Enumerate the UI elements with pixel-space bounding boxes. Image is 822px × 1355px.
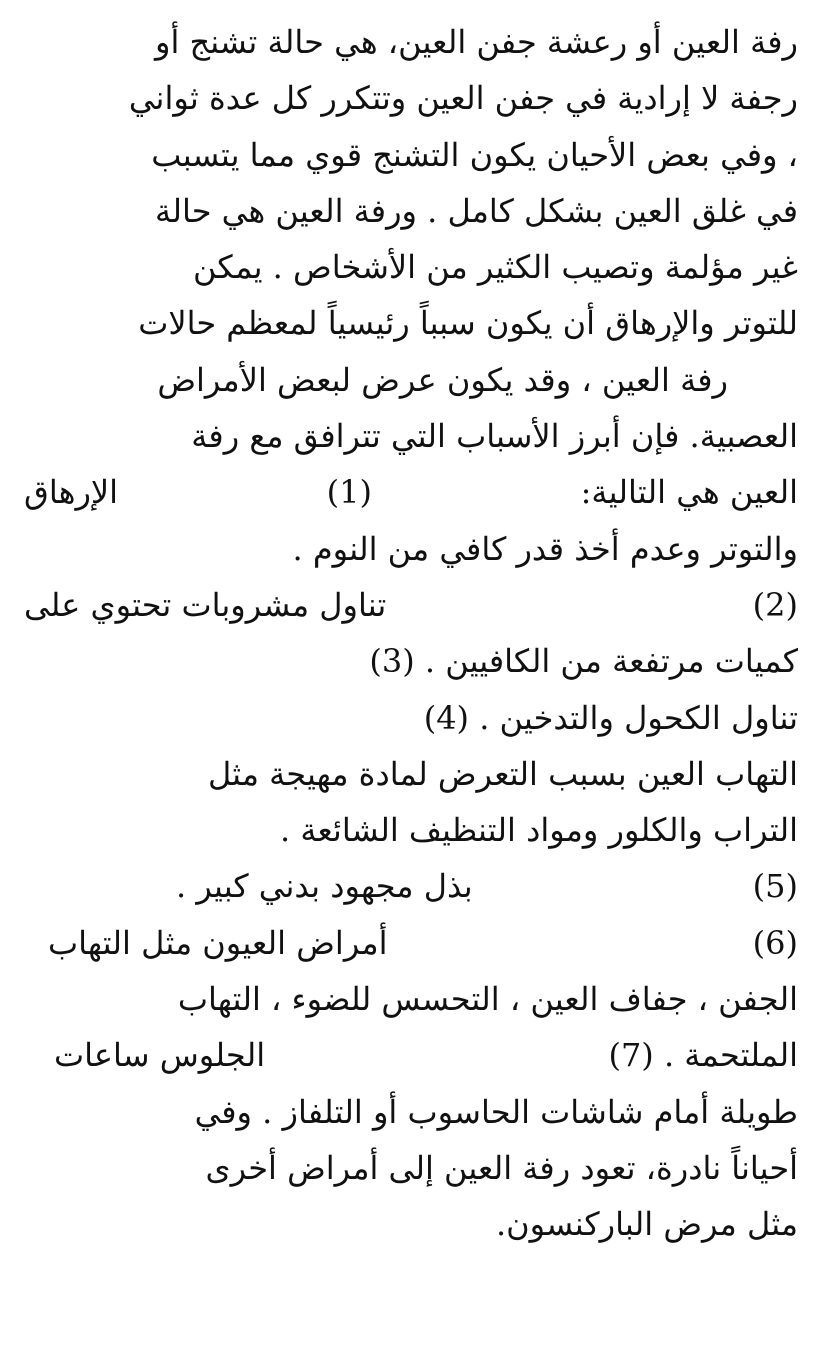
text-line (24, 971, 798, 1027)
text-segment: رجفة لا إرادية في جفن العين وتتكرر كل عدة ثواني (128, 79, 798, 118)
text-segment: العين هي التالية: (580, 473, 798, 512)
text-line (24, 14, 798, 70)
text-segment: تناول الكحول والتدخين . (4) (423, 698, 798, 737)
text-segment: التهاب العين بسبب التعرض لمادة مهيجة مثل (207, 754, 798, 793)
text-segment: مثل مرض الباركنسون. (496, 1205, 798, 1244)
text-line (24, 521, 798, 577)
text-segment: للتوتر والإرهاق أن يكون سبباً رئيسياً لمعظم حالات (138, 304, 798, 343)
text-segment: غير مؤلمة وتصيب الكثير من الأشخاص . يمكن (193, 248, 798, 287)
list-number: (6) (752, 923, 798, 962)
text-segment: التراب والكلور ومواد التنظيف الشائعة . (279, 811, 798, 850)
text-segment: الجفن ، جفاف العين ، التحسس للضوء ، التهاب (177, 980, 798, 1019)
text-line (24, 352, 798, 408)
text-segment: كميات مرتفعة من الكافيين . (3) (369, 642, 798, 681)
text-line-list-item (24, 1027, 798, 1083)
text-segment: والتوتر وعدم أخذ قدر كافي من النوم . (292, 529, 798, 568)
list-item-text: أمراض العيون مثل التهاب (48, 923, 388, 962)
text-line (24, 690, 798, 746)
list-item-text: الجلوس ساعات (54, 1036, 266, 1075)
text-segment: رفة العين ، وقد يكون عرض لبعض الأمراض (157, 360, 728, 399)
text-line (24, 408, 798, 464)
text-segment: في غلق العين بشكل كامل . ورفة العين هي حالة (155, 191, 798, 230)
text-line (24, 183, 798, 239)
text-line-list-item (24, 577, 798, 633)
text-segment: طويلة أمام شاشات الحاسوب أو التلفاز . وفي (194, 1092, 798, 1131)
list-number: (1) (326, 473, 372, 512)
text-line (24, 127, 798, 183)
text-line (24, 1084, 798, 1140)
text-segment: أحياناً نادرة، تعود رفة العين إلى أمراض أخرى (205, 1148, 798, 1187)
text-segment: الملتحمة . (7) (608, 1036, 798, 1075)
text-line (24, 295, 798, 351)
text-line (24, 746, 798, 802)
text-line (24, 239, 798, 295)
list-item-text: الإرهاق (24, 473, 119, 512)
list-number: (2) (752, 585, 798, 624)
article-text (24, 14, 798, 1253)
text-line-list-item (24, 858, 798, 914)
text-line (24, 802, 798, 858)
text-segment: العصبية. فإن أبرز الأسباب التي تترافق مع رفة (191, 417, 798, 456)
text-segment: رفة العين أو رعشة جفن العين، هي حالة تشنج أو (155, 23, 798, 61)
text-line (24, 70, 798, 126)
list-item-text: بذل مجهود بدني كبير . (176, 867, 473, 906)
text-line-list-start (24, 464, 798, 520)
list-item-text: تناول مشروبات تحتوي على (24, 585, 387, 624)
text-line-list-item (24, 915, 798, 971)
text-line (24, 633, 798, 689)
list-number: (5) (752, 867, 798, 906)
text-line (24, 1140, 798, 1196)
text-line (24, 1196, 798, 1252)
text-segment: ، وفي بعض الأحيان يكون التشنج قوي مما يتسبب (151, 135, 798, 174)
